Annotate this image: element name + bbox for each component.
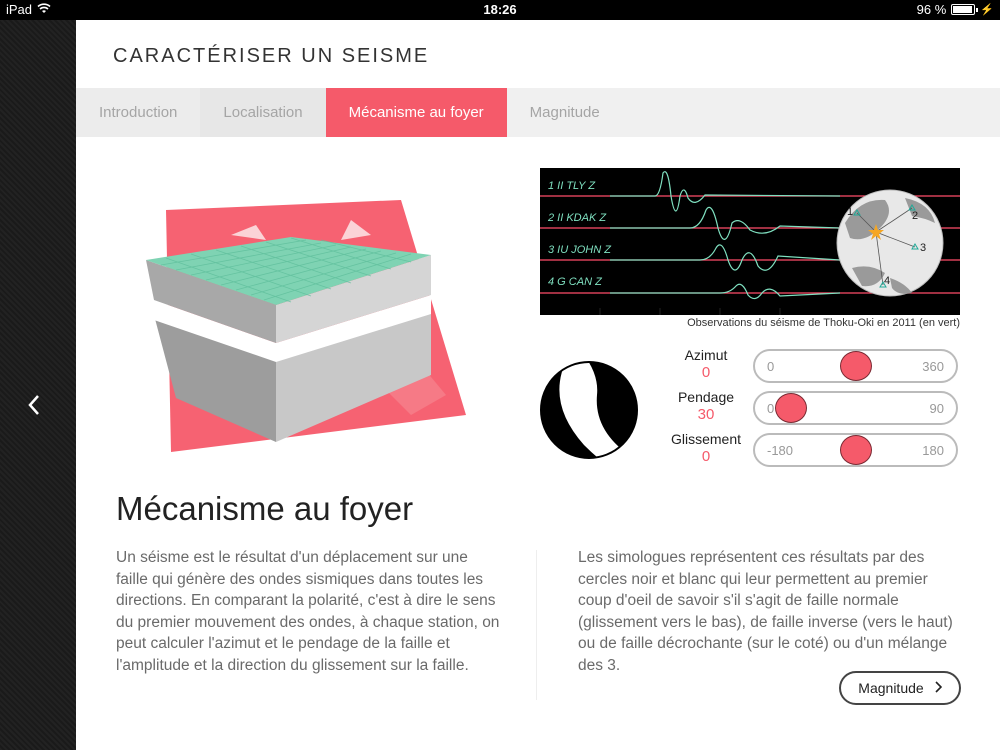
charging-icon: ⚡ (980, 4, 994, 16)
pendage-label: Pendage (677, 389, 735, 405)
paragraph-right: Les simologues représentent ces résultats par des cercles noir et blanc qui leur permettent au premier coup d'oeil de savoir s'il s'agit de faille normale (glissement vers le bas), de faille inverse (vers le haut) ou de faille décrochante (sur le coté) ou d'un mélange des 3. (578, 549, 953, 674)
pendage-slider[interactable] (753, 391, 958, 425)
next-magnitude-button[interactable] (839, 671, 961, 705)
azimut-label: Azimut (684, 347, 728, 363)
station-label-2: 2 II KDAK Z (548, 212, 607, 224)
tab-introduction[interactable]: Introduction (76, 88, 200, 137)
tab-bar (76, 88, 1000, 137)
tab-magnitude[interactable]: Magnitude (507, 88, 623, 137)
azimut-max: 360 (922, 359, 944, 374)
glissement-slider[interactable] (753, 433, 958, 467)
clock: 18:26 (483, 2, 517, 17)
status-bar (0, 0, 1000, 20)
page-title: CARACTÉRISER UN SEISME (113, 45, 430, 67)
glissement-slider-knob[interactable] (840, 435, 872, 465)
battery-icon (951, 4, 975, 15)
paragraph-left: Un séisme est le résultat d'un déplacement sur une faille qui génère des ondes sismiques dans toutes les directions. En comparant la polarité, c'est à dire le sens du premier mouvement des ondes, à chaque station, on peut calculer l'azimut et le pendage de la faille et l'amplitude et la direction du glissement sur la faille. (116, 549, 500, 674)
tab-mecanisme[interactable]: Mécanisme au foyer (326, 88, 507, 137)
seismogram-caption: Observations du séisme de Thoku-Oki en 2011 (en vert) (687, 317, 960, 329)
pendage-slider-knob[interactable] (775, 393, 807, 423)
fault-block-illustration (146, 180, 476, 465)
column-divider (536, 550, 537, 700)
azimut-value: 0 (701, 364, 711, 381)
param-glissement (651, 431, 761, 465)
device-label: iPad (6, 2, 33, 17)
globe-marker-4: 4 (884, 275, 891, 287)
globe-marker-3: 3 (920, 242, 927, 254)
glissement-value: 0 (701, 448, 711, 465)
glissement-max: 180 (922, 443, 944, 458)
pendage-value: 30 (697, 406, 715, 423)
param-pendage (651, 389, 761, 423)
pendage-min: 0 (767, 401, 775, 416)
main-content (76, 20, 1000, 750)
section-title: Mécanisme au foyer (116, 490, 414, 527)
azimut-slider[interactable] (753, 349, 958, 383)
station-label-3: 3 IU JOHN Z (548, 244, 611, 256)
glissement-min: -180 (767, 443, 794, 458)
station-label-1: 1 II TLY Z (548, 180, 596, 192)
azimut-min: 0 (767, 359, 775, 374)
seismogram-panel (540, 168, 960, 315)
chevron-right-icon (934, 680, 942, 696)
station-label-4: 4 G CAN Z (548, 276, 602, 288)
next-button-label: Magnitude (858, 680, 924, 696)
azimut-slider-knob[interactable] (840, 351, 872, 381)
battery-percent: 96 % (916, 2, 947, 17)
pendage-max: 90 (929, 401, 944, 416)
tab-localisation[interactable]: Localisation (200, 88, 325, 137)
glissement-label: Glissement (670, 431, 742, 447)
param-azimut (651, 347, 761, 381)
focal-mechanism-beachball (539, 360, 639, 460)
back-chevron-icon[interactable] (24, 392, 48, 418)
globe-marker-1: 1 (847, 206, 854, 218)
left-rail (0, 20, 76, 750)
globe-marker-2: 2 (912, 210, 919, 222)
